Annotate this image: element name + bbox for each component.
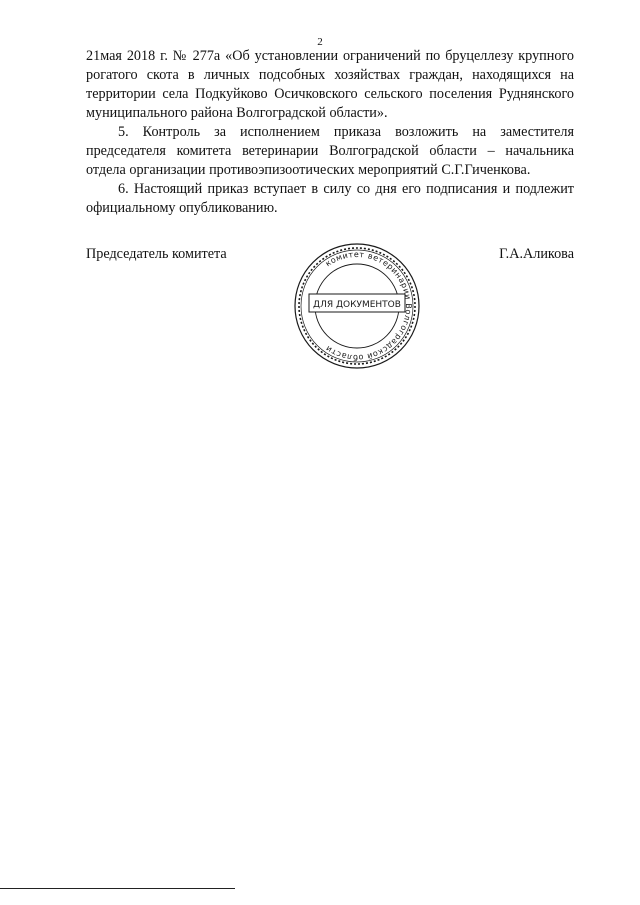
paragraph-6: 6. Настоящий приказ вступает в силу со дня его подписания и подлежит официальному опубликованию.	[86, 181, 574, 216]
footer-rule	[0, 888, 235, 889]
document-body	[86, 47, 574, 218]
official-seal	[291, 240, 423, 372]
signatory-position: Председатель комитета	[86, 246, 227, 262]
seal-center-text: ДЛЯ ДОКУМЕНТОВ	[313, 300, 401, 310]
seal-ring-text: комитет ветеринарии Волгоградской области	[323, 249, 414, 363]
paragraph-5: 5. Контроль за исполнением приказа возложить на заместителя председателя комитета ветеринарии Волгоградской области – начальника отдела организации противоэпизоотических мероприятий С.Г.Гиченкова.	[86, 124, 574, 178]
page-number: 2	[317, 36, 323, 48]
signatory-name: Г.А.Аликова	[499, 246, 574, 262]
paragraph-continuation: 21мая 2018 г. № 277а «Об установлении ограничений по бруцеллезу крупного рогатого скота в личных подсобных хозяйствах граждан, находящихся на территории села Подкуйково Осичковского сельского поселения Руднянского муниципального района Волгоградской области».	[86, 48, 574, 121]
